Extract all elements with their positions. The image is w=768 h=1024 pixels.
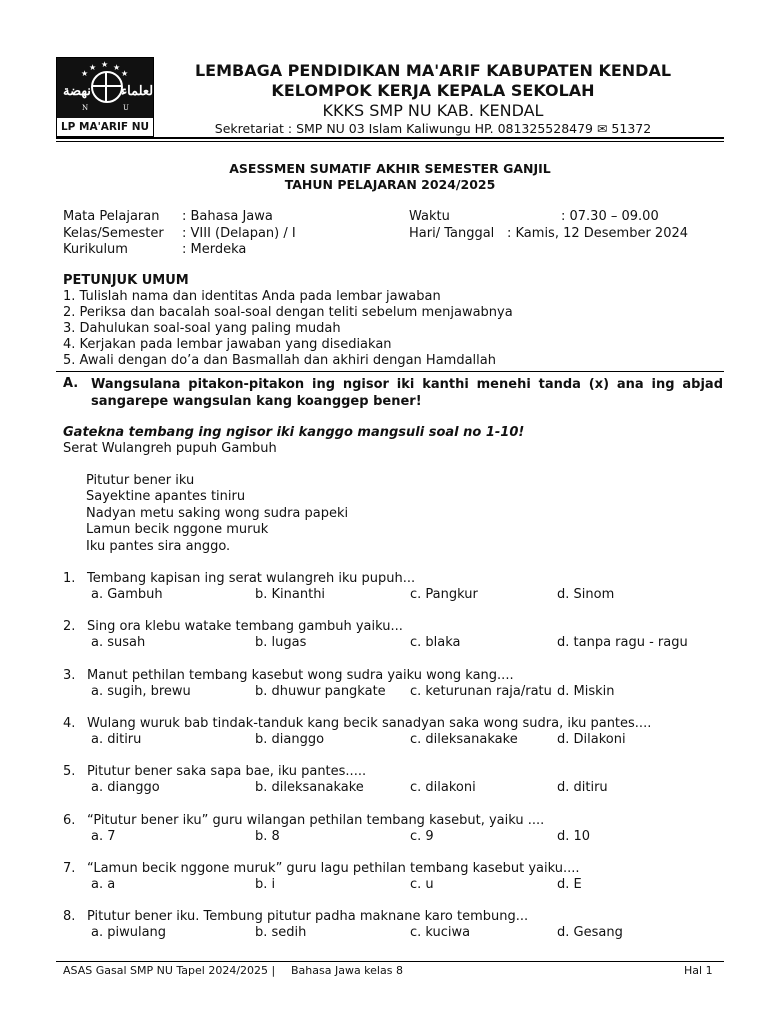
question-number: 6. (63, 813, 76, 828)
working-group-name: KELOMPOK KERJA KEPALA SEKOLAH (271, 81, 595, 100)
day-value: : Kamis, 12 Desember 2024 (507, 226, 689, 241)
instruction-item: 3. Dahulukan soal-soal yang paling mudah (63, 321, 341, 336)
poem-line: Lamun becik nggone muruk (86, 522, 269, 537)
answer-option: d. Sinom (557, 587, 615, 602)
answer-option: d. Gesang (557, 925, 623, 940)
question-text: Pitutur bener iku. Tembung pitutur padha maknane karo tembung... (87, 909, 529, 924)
question-number: 8. (63, 909, 76, 924)
subject-value: : Bahasa Jawa (182, 209, 273, 224)
footer-exam-info: ASAS Gasal SMP NU Tapel 2024/2025 | (63, 964, 276, 977)
header-rule (56, 137, 724, 139)
logo-emblem: ★ ★ ★ ★ ★ نهضة العلماء N U (57, 58, 153, 118)
section-a-instruction: Wangsulana pitakon-pitakon ing ngisor iki kanthi menehi tanda (x) ana ing abjad sangarepe wangsulan kang koanggep bener! (91, 377, 723, 409)
exam-title: ASESSMEN SUMATIF AKHIR SEMESTER GANJIL (229, 161, 551, 176)
question-number: 4. (63, 716, 76, 731)
institution-name: LEMBAGA PENDIDIKAN MA'ARIF KABUPATEN KENDAL (194, 61, 672, 80)
academic-year: TAHUN PELAJARAN 2024/2025 (284, 177, 496, 192)
poem-line: Nadyan metu saking wong sudra papeki (86, 506, 349, 521)
class-label: Kelas/Semester (63, 226, 164, 241)
answer-option: a. piwulang (91, 925, 167, 940)
question-text: Tembang kapisan ing serat wulangreh iku pupuh... (87, 571, 416, 586)
instruction-item: 4. Kerjakan pada lembar jawaban yang disediakan (63, 337, 392, 352)
answer-option: b. sedih (255, 925, 307, 940)
logo-caption: LP MA'ARIF NU (60, 121, 150, 133)
time-label: Waktu (409, 209, 450, 224)
section-a-note: Gatekna tembang ing ngisor iki kanggo mangsuli soal no 1-10! (63, 425, 525, 440)
section-divider (56, 371, 724, 372)
answer-option: d. tanpa ragu - ragu (557, 635, 688, 650)
answer-option: b. i (255, 877, 276, 892)
subject-label: Mata Pelajaran (63, 209, 160, 224)
answer-option: c. blaka (410, 635, 461, 650)
instructions-heading: PETUNJUK UMUM (63, 273, 189, 288)
curriculum-label: Kurikulum (63, 242, 128, 257)
answer-option: d. ditiru (557, 780, 608, 795)
answer-option: a. 7 (91, 829, 116, 844)
answer-option: b. dileksanakake (255, 780, 364, 795)
question-text: “Pitutur bener iku” guru wilangan pethilan tembang kasebut, yaiku .... (87, 813, 545, 828)
answer-option: b. dianggo (255, 732, 325, 747)
footer-page-number: Hal 1 (684, 964, 713, 977)
answer-option: d. Dilakoni (557, 732, 626, 747)
poem-line: Sayektine apantes tiniru (86, 489, 246, 504)
poem-line: Pitutur bener iku (86, 473, 195, 488)
poem-title: Serat Wulangreh pupuh Gambuh (63, 441, 277, 456)
footer-subject: Bahasa Jawa kelas 8 (291, 964, 403, 977)
class-value: : VIII (Delapan) / I (182, 226, 296, 241)
instruction-item: 1. Tulislah nama dan identitas Anda pada lembar jawaban (63, 289, 441, 304)
curriculum-value: : Merdeka (182, 242, 247, 257)
question-text: “Lamun becik nggone muruk” guru lagu pethilan tembang kasebut yaiku.... (87, 861, 580, 876)
answer-option: c. dileksanakake (410, 732, 518, 747)
kkks-name: KKKS SMP NU KAB. KENDAL (322, 101, 544, 120)
answer-option: c. keturunan raja/ratu (410, 684, 552, 699)
question-number: 1. (63, 571, 76, 586)
globe-icon (91, 71, 123, 103)
answer-option: a. Gambuh (91, 587, 163, 602)
header-rule-thin (56, 141, 724, 142)
question-text: Sing ora klebu watake tembang gambuh yaiku... (87, 619, 403, 634)
footer-rule (56, 961, 724, 962)
instruction-item: 5. Awali dengan do’a dan Basmallah dan akhiri dengan Hamdallah (63, 353, 496, 368)
answer-option: a. ditiru (91, 732, 142, 747)
answer-option: b. Kinanthi (255, 587, 326, 602)
poem-line: Iku pantes sira anggo. (86, 539, 231, 554)
answer-option: d. 10 (557, 829, 591, 844)
answer-option: c. kuciwa (410, 925, 471, 940)
answer-option: d. E (557, 877, 582, 892)
secretariat-address: Sekretariat : SMP NU 03 Islam Kaliwungu HP. 081325528479 ✉ 51372 (214, 121, 652, 136)
instruction-item: 2. Periksa dan bacalah soal-soal dengan teliti sebelum menjawabnya (63, 305, 513, 320)
answer-option: c. 9 (410, 829, 434, 844)
answer-option: a. susah (91, 635, 146, 650)
day-label: Hari/ Tanggal (409, 226, 495, 241)
time-value: : 07.30 – 09.00 (561, 209, 659, 224)
answer-option: c. u (410, 877, 434, 892)
answer-option: c. Pangkur (410, 587, 478, 602)
answer-option: b. 8 (255, 829, 280, 844)
answer-option: d. Miskin (557, 684, 615, 699)
question-text: Pitutur bener saka sapa bae, iku pantes..... (87, 764, 367, 779)
question-text: Wulang wuruk bab tindak-tanduk kang becik sanadyan saka wong sudra, iku pantes.... (87, 716, 652, 731)
answer-option: b. dhuwur pangkate (255, 684, 386, 699)
question-text: Manut pethilan tembang kasebut wong sudra yaiku wong kang.... (87, 668, 514, 683)
answer-option: a. sugih, brewu (91, 684, 191, 699)
lp-maarif-nu-logo (56, 57, 157, 137)
answer-option: a. a (91, 877, 116, 892)
question-number: 2. (63, 619, 76, 634)
answer-option: a. dianggo (91, 780, 160, 795)
section-a-letter: A. (63, 376, 79, 391)
question-number: 3. (63, 668, 76, 683)
question-number: 5. (63, 764, 76, 779)
answer-option: c. dilakoni (410, 780, 476, 795)
answer-option: b. lugas (255, 635, 307, 650)
question-number: 7. (63, 861, 76, 876)
